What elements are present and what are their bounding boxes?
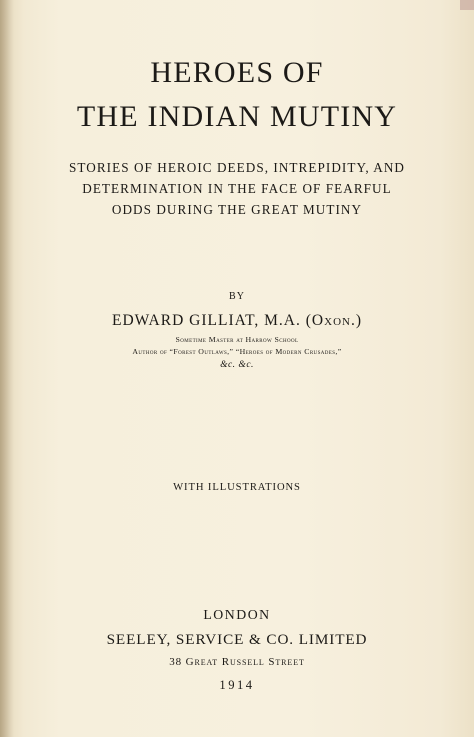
by-label: BY [229, 291, 245, 302]
imprint-address: 38 Great Russell Street [169, 656, 305, 668]
book-title-line-2: THE INDIAN MUTINY [76, 100, 398, 133]
subtitle-line-2: DETERMINATION IN THE FACE OF FEARFUL [82, 181, 392, 196]
illustrations-note: WITH ILLUSTRATIONS [173, 482, 301, 493]
author-name: EDWARD GILLIAT, M.A. [111, 312, 301, 329]
imprint-city: LONDON [203, 607, 271, 622]
imprint-year: 1914 [219, 678, 255, 692]
subtitle-line-3: ODDS DURING THE GREAT MUTINY [111, 202, 363, 217]
author-other-works: Author of “Forest Outlaws,” “Heroes of Modern Crusades,” [132, 347, 342, 356]
subtitle-line-1: STORIES OF HEROIC DEEDS, INTREPIDITY, AND [69, 160, 405, 175]
author-position: Sometime Master at Harrow School [175, 335, 299, 344]
author-degree: (Oxon.) [305, 312, 362, 329]
book-title-line-1: HEROES OF [150, 56, 324, 89]
corner-mark [460, 0, 474, 10]
author-line [0, 312, 474, 330]
imprint-publisher: SEELEY, SERVICE & CO. LIMITED [106, 631, 368, 648]
author-etc: &c. &c. [220, 360, 254, 370]
